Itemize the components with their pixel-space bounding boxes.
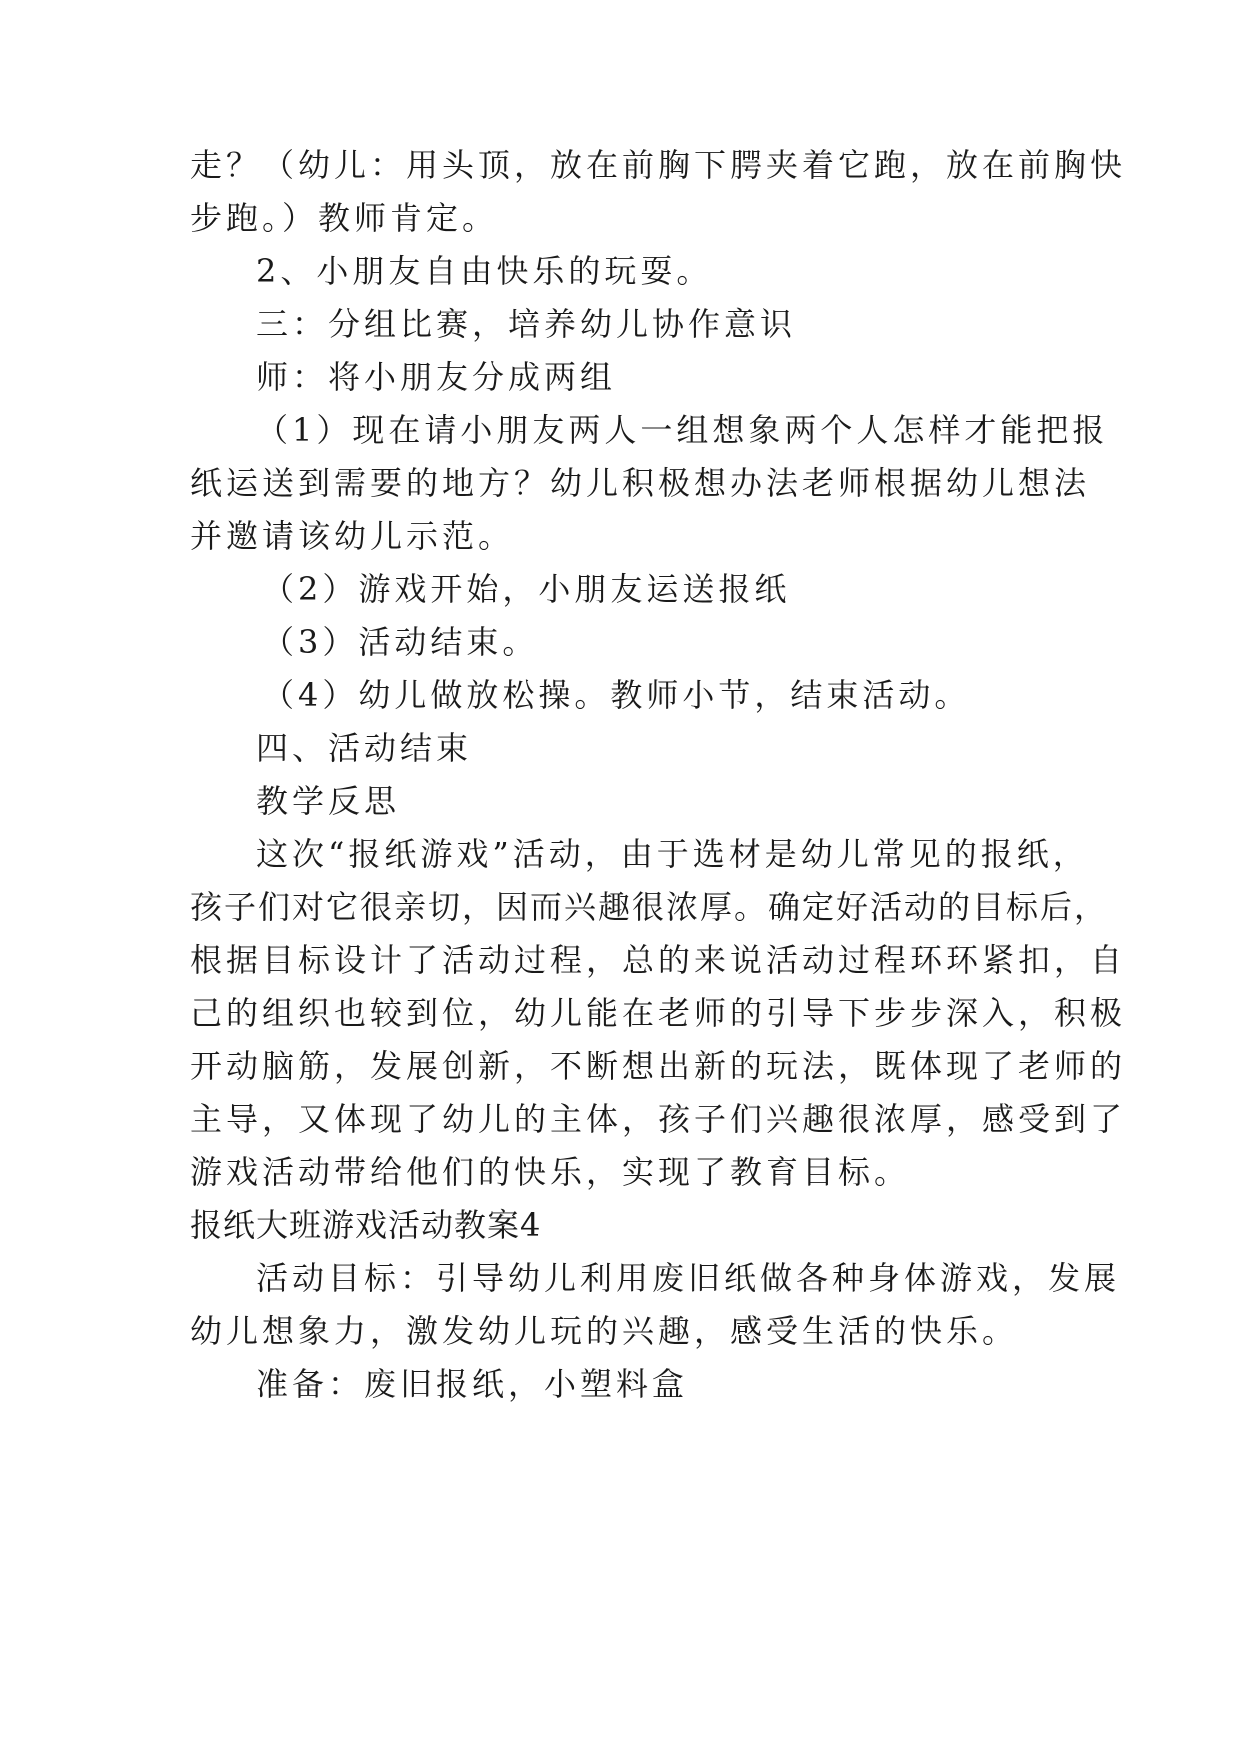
paragraph-line: 步跑。）教师肯定。 (190, 199, 499, 237)
paragraph-line: 孩子们对它很亲切，因而兴趣很浓厚。确定好活动的目标后， (190, 888, 1109, 926)
paragraph-line: 开动脑筋，发展创新，不断想出新的玩法，既体现了老师的 (190, 1047, 1127, 1085)
paragraph-line: 活动目标：引导幼儿利用废旧纸做各种身体游戏，发展 (256, 1259, 1121, 1297)
list-item: （2）游戏开始，小朋友运送报纸 (262, 570, 791, 608)
section-heading: 三：分组比赛，培养幼儿协作意识 (256, 305, 797, 343)
paragraph-line: 根据目标设计了活动过程，总的来说活动过程环环紧扣，自 (190, 941, 1127, 979)
paragraph-line: 这次“报纸游戏”活动，由于选材是幼儿常见的报纸， (256, 835, 1089, 873)
paragraph-line: 游戏活动带给他们的快乐，实现了教育目标。 (190, 1153, 911, 1191)
paragraph-line: 己的组织也较到位，幼儿能在老师的引导下步步深入，积极 (190, 994, 1127, 1032)
list-item: （3）活动结束。 (262, 623, 539, 661)
list-item: （1）现在请小朋友两人一组想象两个人怎样才能把报 (256, 411, 1109, 449)
section-heading: 教学反思 (256, 782, 401, 820)
paragraph-line: 师：将小朋友分成两组 (256, 358, 617, 396)
paragraph-line: 并邀请该幼儿示范。 (190, 517, 515, 555)
paragraph-line: 走？（幼儿：用头顶，放在前胸下腭夹着它跑，放在前胸快 (190, 146, 1127, 184)
paragraph-line: 主导，又体现了幼儿的主体，孩子们兴趣很浓厚，感受到了 (190, 1100, 1127, 1138)
list-item: 2、小朋友自由快乐的玩耍。 (256, 252, 713, 290)
paragraph-line: 准备：废旧报纸，小塑料盒 (256, 1365, 689, 1403)
document-title: 报纸大班游戏活动教案4 (190, 1206, 542, 1244)
section-heading: 四、活动结束 (256, 729, 473, 767)
paragraph-line: 纸运送到需要的地方？幼儿积极想办法老师根据幼儿想法 (190, 464, 1091, 502)
paragraph-line: 幼儿想象力，激发幼儿玩的兴趣，感受生活的快乐。 (190, 1312, 1019, 1350)
list-item: （4）幼儿做放松操。教师小节，结束活动。 (262, 676, 971, 714)
